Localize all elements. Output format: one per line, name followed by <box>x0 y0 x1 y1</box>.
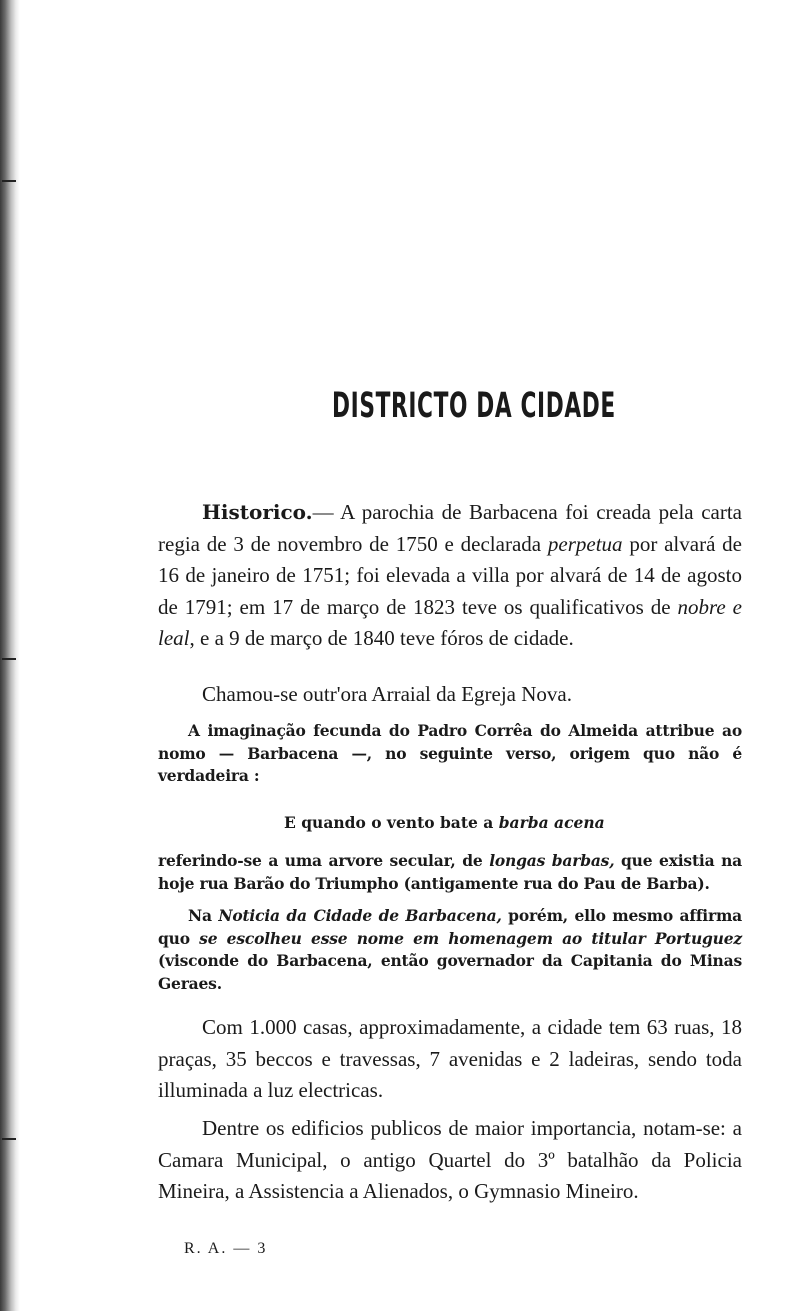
italic-term: se escolheu esse nome em homenagem ao titular Portuguez <box>199 928 743 948</box>
paragraph-arraial: Chamou-se outr'ora Arraial da Egreja Nova. <box>202 682 572 706</box>
italic-term: nobre e leal <box>158 594 742 650</box>
spine-mark <box>2 180 16 182</box>
text-span: (visconde do Barbacena, então governador da Capitania do Minas Geraes. <box>158 951 742 993</box>
text-span: Na <box>188 906 219 925</box>
spine-mark <box>2 1138 16 1140</box>
italic-term: perpetua <box>547 531 623 556</box>
text-span: referindo-se a uma arvore secular, de <box>158 851 490 870</box>
page-footer-signature: R. A. — 3 <box>184 1240 268 1257</box>
text-span: A parochia de Barbacena foi creada pela carta regia de 3 de novembro de 1750 e declarada <box>158 500 743 556</box>
section-lead: Historico. <box>202 500 313 524</box>
spine-mark <box>2 658 16 660</box>
verse-quote <box>284 813 605 832</box>
paragraph-imaginacao: A imaginação fecunda do Padro Corrêa do Almeida attribue ao nomo — Barbacena —, no seguinte verso, origem quo não é verdadeira : <box>158 721 742 785</box>
lead-separator: — <box>312 500 341 524</box>
verse-italic: barba acena <box>498 813 605 832</box>
book-spine-shadow <box>0 0 20 1311</box>
italic-term: longas barbas, <box>489 851 615 870</box>
paragraph-noticia <box>158 905 742 995</box>
verse-text: E quando o vento bate a <box>284 813 499 832</box>
text-span: por alvará de 16 de janeiro de 1751; foi elevada a villa por alvará de 14 de agosto de 1791; em 17 de março de 1823 teve os qualificativos de <box>158 531 742 619</box>
text-span: porém, ello mesmo affirma quo <box>158 906 742 948</box>
paragraph-edificios: Dentre os edificios publicos de maior importancia, notam-se: a Camara Municipal, o antigo Quartel do 3º batalhão da Policia Mineira, a Assistencia a Alienados, o Gymnasio Mineiro. <box>158 1116 742 1203</box>
italic-term: Noticia da Cidade de Barbacena, <box>218 906 502 925</box>
text-span: que existia na hoje rua Barão do Triumpho (antigamente rua do Pau de Barba). <box>158 851 743 893</box>
paragraph-historico <box>158 497 742 655</box>
page-title: DISTRICTO DA CIDADE <box>332 386 616 426</box>
text-span: , e a 9 de março de 1840 teve fóros de cidade. <box>189 626 574 650</box>
paragraph-casas: Com 1.000 casas, approximadamente, a cidade tem 63 ruas, 18 praças, 35 beccos e travessas, 7 avenidas e 2 ladeiras, sendo toda illuminada a luz electricas. <box>158 1015 742 1102</box>
paragraph-referindo <box>158 850 742 895</box>
